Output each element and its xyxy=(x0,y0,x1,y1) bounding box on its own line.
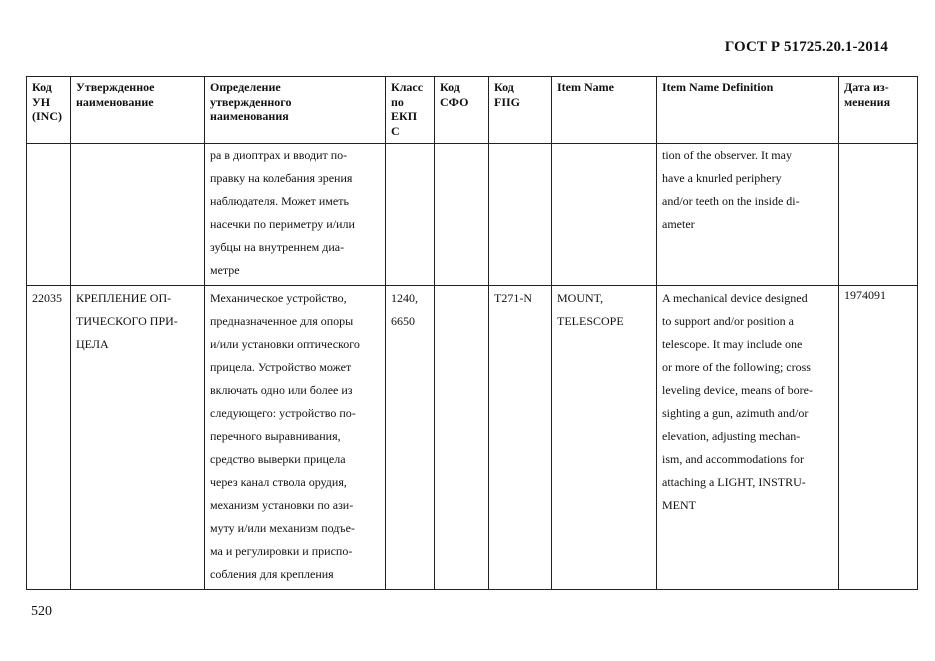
cell-line: утвержденного xyxy=(210,94,292,109)
header-fiig xyxy=(489,77,552,144)
cell-line: метре xyxy=(210,263,240,277)
cell-line: КРЕПЛЕНИЕ ОП- xyxy=(76,291,172,305)
header-item-name xyxy=(552,77,657,144)
cell-line: 1240, xyxy=(391,291,418,305)
cell-line: attaching a LIGHT, INSTRU- xyxy=(662,475,806,489)
header-sfo xyxy=(435,77,489,144)
header-change-date xyxy=(839,77,918,144)
cell-sfo xyxy=(435,286,489,590)
cell-inc: 22035 xyxy=(27,286,71,590)
cell-line: механизм установки по ази- xyxy=(210,498,354,512)
cell-line: менения xyxy=(844,94,891,109)
cell-sfo xyxy=(435,144,489,286)
cell-line: and/or teeth on the inside di- xyxy=(662,194,800,208)
cell-line: ма и регулировки и приспо- xyxy=(210,544,353,558)
cell-line: прицела. Устройство может xyxy=(210,360,352,374)
cell-line: правку на колебания зрения xyxy=(210,171,353,185)
cell-line: насечки по периметру и/или xyxy=(210,217,355,231)
cell-line: Дата из- xyxy=(844,80,889,94)
cell-class xyxy=(386,144,435,286)
cell-line: Код xyxy=(440,80,460,94)
cell-line: TELESCOPE xyxy=(557,314,624,328)
cell-line: A mechanical device designed xyxy=(662,291,808,305)
cell-line: включать одно или более из xyxy=(210,383,353,397)
cell-line: sighting a gun, azimuth and/or xyxy=(662,406,809,420)
cell-line: предназначенное для опоры xyxy=(210,314,354,328)
cell-line: Утвержденное xyxy=(76,80,155,94)
cell-line: зубцы на внутреннем диа- xyxy=(210,240,345,254)
cell-line: наименования xyxy=(210,109,289,123)
cell-line: leveling device, means of bore- xyxy=(662,383,813,397)
header-class xyxy=(386,77,435,144)
cell-line: ра в диоптрах и вводит по- xyxy=(210,148,348,162)
cell-item-name xyxy=(552,144,657,286)
cell-line: or more of the following; cross xyxy=(662,360,811,374)
header-item-definition xyxy=(657,77,839,144)
cell-fiig xyxy=(489,144,552,286)
cell-line: 6650 xyxy=(391,314,415,328)
cell-change-date: 1974091 xyxy=(839,286,918,590)
table-row xyxy=(27,144,918,286)
cell-definition xyxy=(205,286,386,590)
cell-approved-name xyxy=(71,144,205,286)
cell-line: Механическое устройство, xyxy=(210,291,347,305)
cell-line: MENT xyxy=(662,498,696,512)
cell-inc xyxy=(27,144,71,286)
cell-line: через канал ствола орудия, xyxy=(210,475,347,489)
cell-line: telescope. It may include one xyxy=(662,337,803,351)
cell-line: перечного выравнивания, xyxy=(210,429,341,443)
header-inc xyxy=(27,77,71,144)
cell-line: elevation, adjusting mechan- xyxy=(662,429,801,443)
cell-line: и/или установки оптического xyxy=(210,337,360,351)
cell-line: Класс xyxy=(391,80,424,94)
cell-line: to support and/or position a xyxy=(662,314,794,328)
cell-class xyxy=(386,286,435,590)
cell-line: Item Name Definition xyxy=(662,80,774,94)
cell-line: собления для крепления xyxy=(210,567,334,581)
cell-line: FIIG xyxy=(494,94,521,109)
cell-line: наименование xyxy=(76,94,154,109)
cell-line: УН xyxy=(32,94,51,109)
catalog-table xyxy=(26,76,918,590)
cell-item-definition xyxy=(657,144,839,286)
document-code: ГОСТ Р 51725.20.1-2014 xyxy=(724,39,888,55)
cell-line: по xyxy=(391,94,404,109)
table-header-row xyxy=(27,77,918,144)
cell-line: СФО xyxy=(440,94,469,109)
cell-line: Определение xyxy=(210,80,281,94)
cell-line: have a knurled periphery xyxy=(662,171,782,185)
table-row xyxy=(27,286,918,590)
cell-change-date xyxy=(839,144,918,286)
header-approved-name xyxy=(71,77,205,144)
cell-line: ТИЧЕСКОГО ПРИ- xyxy=(76,314,178,328)
cell-fiig: T271-N xyxy=(489,286,552,590)
cell-line: Item Name xyxy=(557,80,614,94)
cell-line: ЕКП xyxy=(391,109,418,123)
cell-line: MOUNT, xyxy=(557,291,604,305)
cell-line: ism, and accommodations for xyxy=(662,452,804,466)
cell-line: следующего: устройство по- xyxy=(210,406,356,420)
header-definition xyxy=(205,77,386,144)
cell-line: средство выверки прицела xyxy=(210,452,346,466)
cell-line: tion of the observer. It may xyxy=(662,148,792,162)
cell-line: ЦЕЛА xyxy=(76,337,109,351)
cell-line: С xyxy=(391,123,400,138)
cell-line: Код xyxy=(494,80,514,94)
cell-approved-name xyxy=(71,286,205,590)
page-number: 520 xyxy=(31,604,52,619)
cell-line: муту и/или механизм подъе- xyxy=(210,521,355,535)
cell-line: наблюдателя. Может иметь xyxy=(210,194,349,208)
cell-line: Код xyxy=(32,80,52,94)
cell-line: ameter xyxy=(662,217,695,231)
cell-definition xyxy=(205,144,386,286)
cell-item-name xyxy=(552,286,657,590)
cell-line: (INC) xyxy=(32,109,62,123)
cell-item-definition xyxy=(657,286,839,590)
